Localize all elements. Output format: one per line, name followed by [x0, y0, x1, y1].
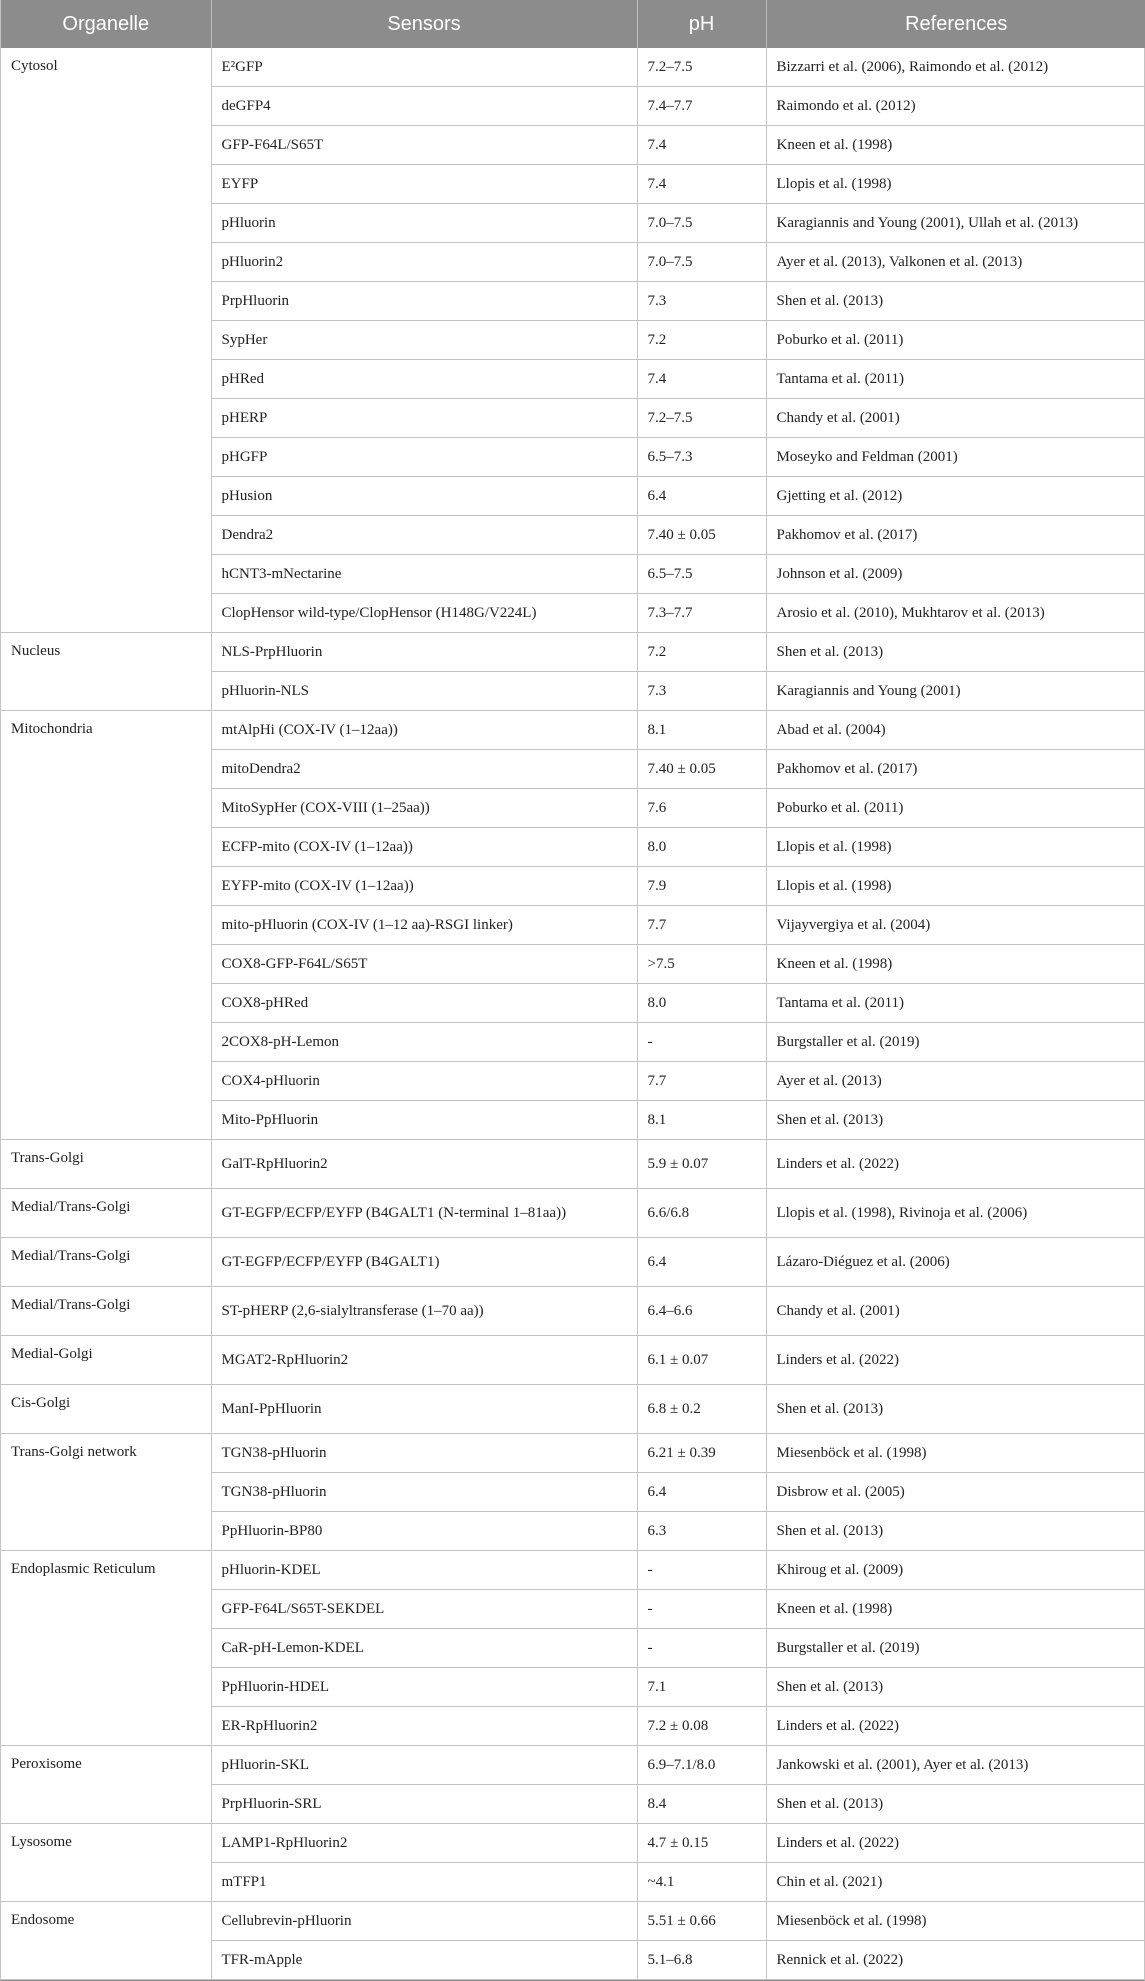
reference-cell: Ayer et al. (2013) [766, 1062, 1145, 1101]
table-row [1, 1336, 1145, 1385]
sensor-cell: COX8-pHRed [211, 984, 637, 1023]
ph-cell: 8.0 [637, 984, 766, 1023]
reference-cell: Jankowski et al. (2001), Ayer et al. (2013) [766, 1746, 1145, 1785]
reference-cell: Poburko et al. (2011) [766, 321, 1145, 360]
sensor-cell: ManI-PpHluorin [211, 1385, 637, 1434]
organelle-cell: Cytosol [1, 48, 211, 633]
sensor-cell: Dendra2 [211, 516, 637, 555]
sensor-cell: mito-pHluorin (COX-IV (1–12 aa)-RSGI linker) [211, 906, 637, 945]
organelle-cell: Endosome [1, 1902, 211, 1980]
reference-cell: Shen et al. (2013) [766, 1101, 1145, 1140]
ph-cell: 7.3–7.7 [637, 594, 766, 633]
reference-cell: Johnson et al. (2009) [766, 555, 1145, 594]
organelle-cell: Medial/Trans-Golgi [1, 1287, 211, 1336]
reference-cell: Rennick et al. (2022) [766, 1941, 1145, 1980]
reference-cell: Shen et al. (2013) [766, 1512, 1145, 1551]
sensor-cell: pHRed [211, 360, 637, 399]
organelle-cell: Nucleus [1, 633, 211, 711]
reference-cell: Pakhomov et al. (2017) [766, 516, 1145, 555]
sensor-cell: GalT-RpHluorin2 [211, 1140, 637, 1189]
reference-cell: Linders et al. (2022) [766, 1336, 1145, 1385]
ph-cell: 6.4–6.6 [637, 1287, 766, 1336]
sensor-cell: GFP-F64L/S65T-SEKDEL [211, 1590, 637, 1629]
table-row [1, 1385, 1145, 1434]
table-row [1, 1238, 1145, 1287]
ph-cell: 7.6 [637, 789, 766, 828]
reference-cell: Moseyko and Feldman (2001) [766, 438, 1145, 477]
sensor-cell: pHluorin [211, 204, 637, 243]
reference-cell: Vijayvergiya et al. (2004) [766, 906, 1145, 945]
header-row [1, 0, 1145, 48]
reference-cell: Tantama et al. (2011) [766, 360, 1145, 399]
sensor-cell: 2COX8-pH-Lemon [211, 1023, 637, 1062]
table-row [1, 1746, 1145, 1785]
sensor-cell: hCNT3-mNectarine [211, 555, 637, 594]
ph-cell: 6.3 [637, 1512, 766, 1551]
sensor-cell: TGN38-pHluorin [211, 1434, 637, 1473]
sensor-cell: CaR-pH-Lemon-KDEL [211, 1629, 637, 1668]
reference-cell: Chandy et al. (2001) [766, 1287, 1145, 1336]
ph-sensor-table [1, 0, 1145, 1980]
table-row [1, 1140, 1145, 1189]
organelle-cell: Lysosome [1, 1824, 211, 1902]
ph-cell: 6.4 [637, 1238, 766, 1287]
ph-cell: 6.1 ± 0.07 [637, 1336, 766, 1385]
reference-cell: Bizzarri et al. (2006), Raimondo et al. (2012) [766, 48, 1145, 87]
ph-cell: 6.6/6.8 [637, 1189, 766, 1238]
reference-cell: Karagiannis and Young (2001) [766, 672, 1145, 711]
reference-cell: Miesenböck et al. (1998) [766, 1434, 1145, 1473]
ph-cell: 7.2 [637, 633, 766, 672]
sensor-cell: pHusion [211, 477, 637, 516]
ph-cell: 7.7 [637, 1062, 766, 1101]
reference-cell: Poburko et al. (2011) [766, 789, 1145, 828]
reference-cell: Disbrow et al. (2005) [766, 1473, 1145, 1512]
organelle-cell: Medial/Trans-Golgi [1, 1189, 211, 1238]
sensor-cell: pHERP [211, 399, 637, 438]
sensor-cell: mitoDendra2 [211, 750, 637, 789]
sensor-cell: ClopHensor wild-type/ClopHensor (H148G/V224L) [211, 594, 637, 633]
ph-cell: 7.1 [637, 1668, 766, 1707]
ph-cell: 8.0 [637, 828, 766, 867]
sensor-cell: GT-EGFP/ECFP/EYFP (B4GALT1 (N-terminal 1–81aa)) [211, 1189, 637, 1238]
reference-cell: Karagiannis and Young (2001), Ullah et al. (2013) [766, 204, 1145, 243]
reference-cell: Miesenböck et al. (1998) [766, 1902, 1145, 1941]
table-row [1, 1902, 1145, 1941]
table-row [1, 1824, 1145, 1863]
reference-cell: Lázaro-Diéguez et al. (2006) [766, 1238, 1145, 1287]
organelle-cell: Medial/Trans-Golgi [1, 1238, 211, 1287]
sensor-cell: EYFP-mito (COX-IV (1–12aa)) [211, 867, 637, 906]
reference-cell: Shen et al. (2013) [766, 1668, 1145, 1707]
reference-cell: Llopis et al. (1998) [766, 867, 1145, 906]
sensor-cell: SypHer [211, 321, 637, 360]
sensor-cell: PpHluorin-BP80 [211, 1512, 637, 1551]
sensor-cell: COX8-GFP-F64L/S65T [211, 945, 637, 984]
ph-cell: 7.0–7.5 [637, 243, 766, 282]
ph-cell: 7.2 [637, 321, 766, 360]
ph-cell: 8.1 [637, 711, 766, 750]
sensor-cell: TGN38-pHluorin [211, 1473, 637, 1512]
ph-cell: 7.4 [637, 126, 766, 165]
sensor-cell: pHluorin-SKL [211, 1746, 637, 1785]
sensor-cell: mtAlpHi (COX-IV (1–12aa)) [211, 711, 637, 750]
sensor-cell: TFR-mApple [211, 1941, 637, 1980]
ph-cell: 7.40 ± 0.05 [637, 750, 766, 789]
sensor-cell: pHluorin-KDEL [211, 1551, 637, 1590]
sensor-cell: ER-RpHluorin2 [211, 1707, 637, 1746]
reference-cell: Shen et al. (2013) [766, 1385, 1145, 1434]
ph-cell: 5.9 ± 0.07 [637, 1140, 766, 1189]
ph-cell: 6.5–7.3 [637, 438, 766, 477]
ph-cell: 7.3 [637, 282, 766, 321]
reference-cell: Khiroug et al. (2009) [766, 1551, 1145, 1590]
ph-cell: - [637, 1629, 766, 1668]
ph-cell: 7.3 [637, 672, 766, 711]
sensor-cell: pHGFP [211, 438, 637, 477]
sensor-cell: MGAT2-RpHluorin2 [211, 1336, 637, 1385]
ph-cell: 5.51 ± 0.66 [637, 1902, 766, 1941]
reference-cell: Linders et al. (2022) [766, 1707, 1145, 1746]
ph-cell: 7.7 [637, 906, 766, 945]
organelle-cell: Medial-Golgi [1, 1336, 211, 1385]
reference-cell: Chandy et al. (2001) [766, 399, 1145, 438]
sensor-cell: deGFP4 [211, 87, 637, 126]
ph-cell: 4.7 ± 0.15 [637, 1824, 766, 1863]
table-row [1, 711, 1145, 750]
sensor-cell: ST-pHERP (2,6-sialyltransferase (1–70 aa)) [211, 1287, 637, 1336]
reference-cell: Kneen et al. (1998) [766, 945, 1145, 984]
organelle-cell: Endoplasmic Reticulum [1, 1551, 211, 1746]
table-row [1, 1551, 1145, 1590]
reference-cell: Kneen et al. (1998) [766, 1590, 1145, 1629]
ph-cell: 7.0–7.5 [637, 204, 766, 243]
ph-cell: ~4.1 [637, 1863, 766, 1902]
reference-cell: Pakhomov et al. (2017) [766, 750, 1145, 789]
header-ph: pH [637, 0, 766, 48]
ph-cell: - [637, 1590, 766, 1629]
ph-cell: 6.8 ± 0.2 [637, 1385, 766, 1434]
reference-cell: Gjetting et al. (2012) [766, 477, 1145, 516]
organelle-cell: Mitochondria [1, 711, 211, 1140]
ph-cell: 7.4–7.7 [637, 87, 766, 126]
reference-cell: Shen et al. (2013) [766, 1785, 1145, 1824]
ph-cell: 7.4 [637, 360, 766, 399]
ph-cell: 7.2–7.5 [637, 48, 766, 87]
organelle-cell: Cis-Golgi [1, 1385, 211, 1434]
sensor-cell: PpHluorin-HDEL [211, 1668, 637, 1707]
ph-cell: >7.5 [637, 945, 766, 984]
ph-cell: 6.5–7.5 [637, 555, 766, 594]
table-header [1, 0, 1145, 48]
sensor-cell: E²GFP [211, 48, 637, 87]
organelle-cell: Trans-Golgi [1, 1140, 211, 1189]
ph-cell: 6.4 [637, 1473, 766, 1512]
ph-cell: 7.2–7.5 [637, 399, 766, 438]
reference-cell: Chin et al. (2021) [766, 1863, 1145, 1902]
sensor-cell: ECFP-mito (COX-IV (1–12aa)) [211, 828, 637, 867]
ph-cell: - [637, 1551, 766, 1590]
sensor-cell: PrpHluorin [211, 282, 637, 321]
sensor-cell: EYFP [211, 165, 637, 204]
organelle-cell: Peroxisome [1, 1746, 211, 1824]
table-row [1, 633, 1145, 672]
reference-cell: Burgstaller et al. (2019) [766, 1629, 1145, 1668]
ph-cell: 8.4 [637, 1785, 766, 1824]
ph-cell: - [637, 1023, 766, 1062]
header-organelle: Organelle [1, 0, 211, 48]
reference-cell: Linders et al. (2022) [766, 1824, 1145, 1863]
sensor-cell: MitoSypHer (COX-VIII (1–25aa)) [211, 789, 637, 828]
reference-cell: Linders et al. (2022) [766, 1140, 1145, 1189]
table-body [1, 48, 1145, 1980]
sensor-cell: pHluorin-NLS [211, 672, 637, 711]
reference-cell: Shen et al. (2013) [766, 633, 1145, 672]
table-row [1, 1434, 1145, 1473]
sensor-cell: mTFP1 [211, 1863, 637, 1902]
reference-cell: Abad et al. (2004) [766, 711, 1145, 750]
organelle-cell: Trans-Golgi network [1, 1434, 211, 1551]
reference-cell: Ayer et al. (2013), Valkonen et al. (2013) [766, 243, 1145, 282]
reference-cell: Raimondo et al. (2012) [766, 87, 1145, 126]
sensor-cell: GFP-F64L/S65T [211, 126, 637, 165]
sensor-cell: GT-EGFP/ECFP/EYFP (B4GALT1) [211, 1238, 637, 1287]
sensor-cell: Mito-PpHluorin [211, 1101, 637, 1140]
ph-cell: 5.1–6.8 [637, 1941, 766, 1980]
reference-cell: Burgstaller et al. (2019) [766, 1023, 1145, 1062]
sensor-cell: NLS-PrpHluorin [211, 633, 637, 672]
sensor-cell: PrpHluorin-SRL [211, 1785, 637, 1824]
reference-cell: Llopis et al. (1998), Rivinoja et al. (2006) [766, 1189, 1145, 1238]
ph-cell: 7.4 [637, 165, 766, 204]
reference-cell: Llopis et al. (1998) [766, 165, 1145, 204]
table-row [1, 1189, 1145, 1238]
header-sensors: Sensors [211, 0, 637, 48]
sensor-cell: pHluorin2 [211, 243, 637, 282]
ph-cell: 6.4 [637, 477, 766, 516]
sensor-cell: LAMP1-RpHluorin2 [211, 1824, 637, 1863]
table-row [1, 48, 1145, 87]
sensor-cell: Cellubrevin-pHluorin [211, 1902, 637, 1941]
table-row [1, 1287, 1145, 1336]
ph-cell: 8.1 [637, 1101, 766, 1140]
ph-cell: 7.9 [637, 867, 766, 906]
sensor-cell: COX4-pHluorin [211, 1062, 637, 1101]
header-references: References [766, 0, 1145, 48]
reference-cell: Shen et al. (2013) [766, 282, 1145, 321]
reference-cell: Arosio et al. (2010), Mukhtarov et al. (2013) [766, 594, 1145, 633]
ph-cell: 7.40 ± 0.05 [637, 516, 766, 555]
reference-cell: Tantama et al. (2011) [766, 984, 1145, 1023]
reference-cell: Kneen et al. (1998) [766, 126, 1145, 165]
ph-cell: 6.9–7.1/8.0 [637, 1746, 766, 1785]
ph-cell: 6.21 ± 0.39 [637, 1434, 766, 1473]
ph-cell: 7.2 ± 0.08 [637, 1707, 766, 1746]
reference-cell: Llopis et al. (1998) [766, 828, 1145, 867]
